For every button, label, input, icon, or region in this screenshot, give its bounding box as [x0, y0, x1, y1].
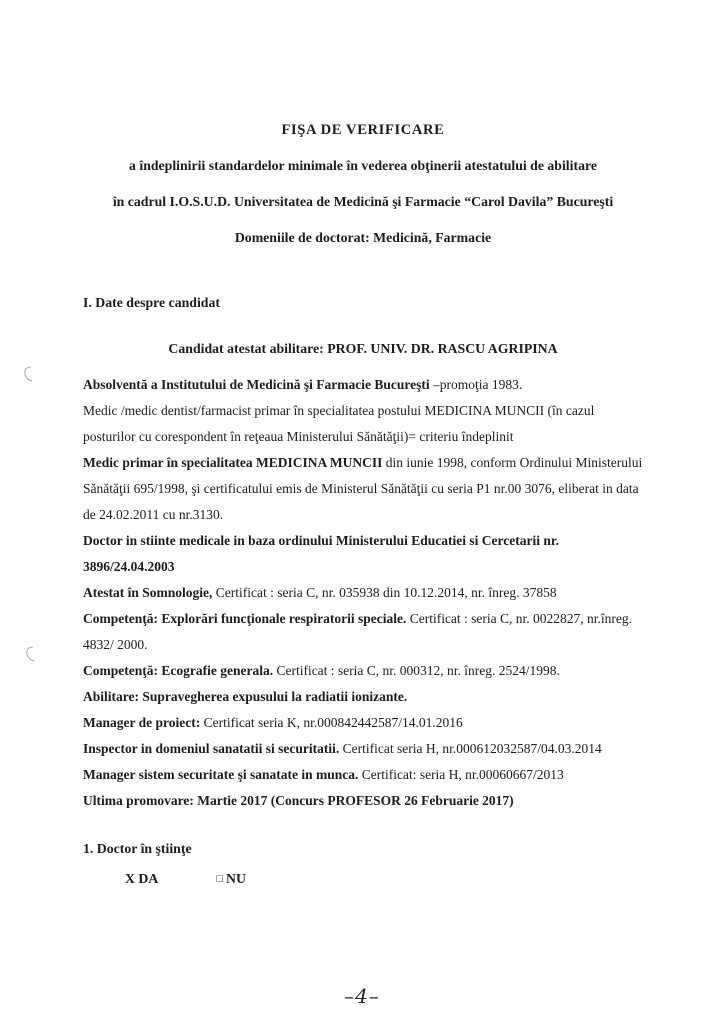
paragraph: Atestat în Somnologie, Certificat : seria C, nr. 035938 din 10.12.2014, nr. înreg. 37858	[83, 585, 557, 600]
paragraph: Inspector in domeniul sanatatii si securitatii. Certificat seria H, nr.000612032587/04.03.2014	[83, 741, 602, 756]
paragraph: Medic primar în specialitatea MEDICINA MUNCII din iunie 1998, conform Ordinului Ministerului Sănătăţii 695/1998, şi certificatului emis de Ministerul Sănătăţii cu seria P1 nr.00 3076, eliberat in data de 24.02.2011 cu nr.3130.	[83, 455, 643, 522]
section-heading: I. Date despre candidat	[83, 295, 220, 310]
candidate-line: Candidat atestat abilitare: PROF. UNIV. DR. RASCU AGRIPINA	[168, 341, 558, 356]
answer-row	[83, 866, 643, 893]
pen-scan-mark	[21, 364, 41, 385]
subtitle-line: în cadrul I.O.S.U.D. Universitatea de Medicină şi Farmacie “Carol Davila” Bucureşti	[112, 194, 614, 209]
paragraph: Medic /medic dentist/farmacist primar în specialitatea postului MEDICINA MUNCII (în cazul posturilor cu corespondent în reţeaua Ministerului Sănătăţii)= criteriu îndeplinit	[83, 403, 595, 444]
answer-yes-label: DA	[138, 871, 159, 886]
paragraph: Competenţă: Ecografie generala. Certificat : seria C, nr. 000312, nr. înreg. 2524/1998.	[83, 663, 560, 678]
pen-scan-mark	[23, 644, 43, 665]
answer-yes	[125, 866, 158, 893]
subtitle-line: Domeniile de doctorat: Medicină, Farmacie	[234, 230, 492, 245]
candidate-details	[83, 372, 643, 814]
answer-gap	[158, 866, 216, 893]
empty-checkbox-icon: □	[216, 873, 224, 885]
answer-no	[216, 866, 246, 893]
question-doctor-in-stiinte: 1. Doctor în ştiinţe	[83, 841, 192, 856]
handwritten-page-number: –4–	[344, 984, 380, 1008]
paragraph: Ultima promovare: Martie 2017 (Concurs PROFESOR 26 Februarie 2017)	[83, 793, 514, 808]
paragraph: Manager sistem securitate şi sanatate in munca. Certificat: seria H, nr.00060667/2013	[83, 767, 564, 782]
paragraph: Doctor in stiinte medicale in baza ordinului Ministerului Educatiei si Cercetarii nr. 3896/24.04.2003	[83, 533, 559, 574]
document-title: FIŞA DE VERIFICARE	[281, 122, 445, 138]
document-content	[83, 112, 643, 893]
subtitle-line: a îndeplinirii standardelor minimale în vederea obţinerii atestatului de abilitare	[129, 158, 597, 173]
paragraph: Manager de proiect: Certificat seria K, nr.000842442587/14.01.2016	[83, 715, 463, 730]
paragraph: Competenţă: Explorări funcţionale respiratorii speciale. Certificat : seria C, nr. 0022827, nr.înreg. 4832/ 2000.	[83, 611, 633, 652]
paragraph: Absolventă a Institutului de Medicină şi Farmacie Bucureşti –promoţia 1983.	[83, 377, 523, 392]
title-block	[83, 112, 643, 256]
checked-mark-icon: X	[125, 871, 135, 886]
paragraph: Abilitare: Supravegherea expusului la radiatii ionizante.	[83, 689, 408, 704]
answer-no-label: NU	[226, 871, 246, 886]
